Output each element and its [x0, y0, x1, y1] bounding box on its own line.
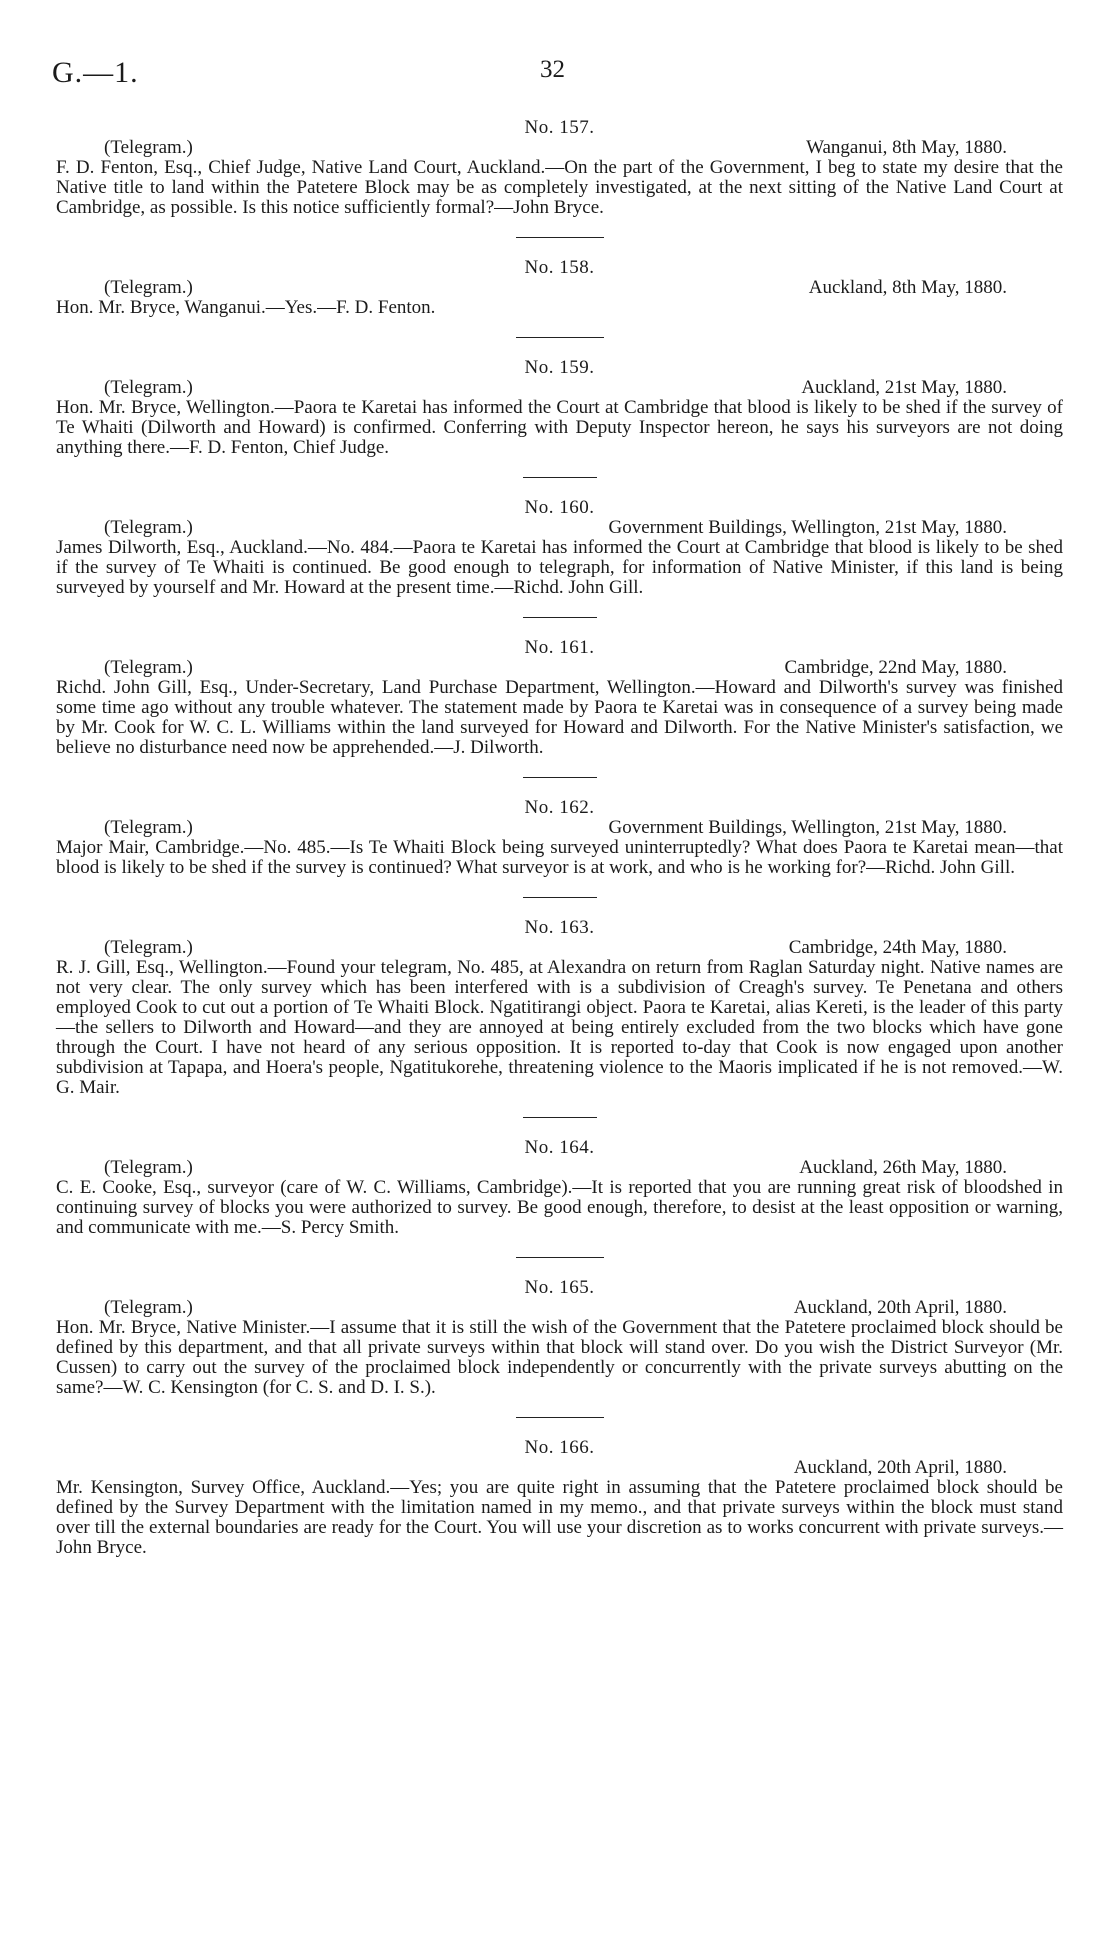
separator-rule [523, 777, 597, 778]
entry-text: C. E. Cooke, Esq., surveyor (care of W. C. Williams, Cambridge).—It is reported that you are running great risk of bloodshed in continuing survey of blocks you were authorized to survey. Be good enough, therefore, to desist at the least opposition or warning, and communicate with me.—S. Percy Smith. [56, 1177, 1063, 1238]
entry-165 [56, 1278, 1063, 1398]
entry-text: Richd. John Gill, Esq., Under-Secretary, Land Purchase Department, Wellington.—Howard and Dilworth's survey was finished some time ago without any trouble whatever. The statement made by Paora te Karetai was in consequence of a survey being made by Mr. Cook for W. C. L. Williams within the land surveyed for Howard and Dilworth. For the Native Minister's satisfaction, we believe no disturbance need now be apprehended.—J. Dilworth. [56, 677, 1063, 758]
entry-157 [56, 118, 1063, 218]
entry-origin-date: Auckland, 20th April, 1880. [793, 1457, 1007, 1478]
entry-text: Hon. Mr. Bryce, Wellington.—Paora te Karetai has informed the Court at Cambridge that blood is likely to be shed if the survey of Te Whaiti (Dilworth and Howard) is confirmed. Conferring with Deputy Inspector hereon, he says his surveyors are not doing anything there.—F. D. Fenton, Chief Judge. [56, 397, 1063, 458]
entry-number: No. 158. [524, 257, 595, 278]
entry-meta [56, 138, 1063, 158]
separator-rule [516, 237, 604, 238]
separator-rule [523, 1117, 597, 1118]
entry-number: No. 157. [524, 117, 595, 138]
separator-rule [523, 477, 597, 478]
entry-meta [56, 518, 1063, 538]
separator-rule [523, 617, 597, 618]
entry-meta [56, 938, 1063, 958]
entry-text: Hon. Mr. Bryce, Native Minister.—I assume that it is still the wish of the Government that the Patetere proclaimed block should be defined by this department, and that all private surveys within that block will stand over. Do you wish the District Surveyor (Mr. Cussen) to carry out the survey of the proclaimed block independently or concurrently with the private surveys abutting on the same?—W. C. Kensington (for C. S. and D. I. S.). [56, 1317, 1063, 1398]
entry-origin-date: Government Buildings, Wellington, 21st May, 1880. [608, 817, 1007, 838]
entry-origin-date: Auckland, 26th May, 1880. [799, 1157, 1007, 1178]
telegram-list [56, 118, 1063, 1558]
entry-origin-date: Auckland, 20th April, 1880. [793, 1297, 1007, 1318]
entry-161 [56, 638, 1063, 758]
entry-number: No. 165. [524, 1277, 595, 1298]
page-number: 32 [540, 56, 565, 83]
entry-text: Mr. Kensington, Survey Office, Auckland.—Yes; you are quite right in assuming that the Patetere proclaimed block should be defined by the Survey Department with the limitation named in my memo., and that private surveys within the block must stand over till the external boundaries are ready for the Court. You will use your discretion as to works concurrent with private surveys.—John Bryce. [56, 1477, 1063, 1558]
entry-origin-date: Wanganui, 8th May, 1880. [806, 137, 1007, 158]
page-header [0, 56, 1114, 96]
entry-meta [56, 1158, 1063, 1178]
entry-meta [56, 1458, 1063, 1478]
entry-kind: (Telegram.) [104, 937, 193, 958]
separator-rule [523, 897, 597, 898]
entry-166 [56, 1438, 1063, 1558]
entry-text: R. J. Gill, Esq., Wellington.—Found your telegram, No. 485, at Alexandra on return from Raglan Saturday night. Native names are not very clear. The only survey which has been interfered with is a subdivision of Creagh's survey. Te Penetana and others employed Cook to cut out a portion of Te Whaiti Block. Ngatitirangi object. Paora te Karetai, alias Kereti, is the leader of this party—the sellers to Dilworth and Howard—and they are annoyed at being entirely excluded from the two blocks which have gone through the Court. I have not heard of any serious opposition. It is reported to-day that Cook is now engaged upon another subdivision at Tapapa, and Hoera's people, Ngatitukorehe, threatening violence to the Maoris implicated if he is not removed.—W. G. Mair. [56, 957, 1063, 1098]
entry-number: No. 159. [524, 357, 595, 378]
entry-number: No. 162. [524, 797, 595, 818]
entry-162 [56, 798, 1063, 878]
entry-origin-date: Auckland, 8th May, 1880. [808, 277, 1007, 298]
entry-origin-date: Auckland, 21st May, 1880. [801, 377, 1007, 398]
entry-kind: (Telegram.) [104, 377, 193, 398]
entry-kind: (Telegram.) [104, 277, 193, 298]
entry-kind: (Telegram.) [104, 657, 193, 678]
entry-text: F. D. Fenton, Esq., Chief Judge, Native Land Court, Auckland.—On the part of the Government, I beg to state my desire that the Native title to land within the Patetere Block may be as completely investigated, at the next sitting of the Native Land Court at Cambridge, as possible. Is this notice sufficiently formal?—John Bryce. [56, 157, 1063, 218]
entry-kind: (Telegram.) [104, 517, 193, 538]
entry-origin-date: Government Buildings, Wellington, 21st May, 1880. [608, 517, 1007, 538]
entry-meta [56, 1298, 1063, 1318]
entry-number: No. 163. [524, 917, 595, 938]
entry-kind: (Telegram.) [104, 817, 193, 838]
entry-text: Hon. Mr. Bryce, Wanganui.—Yes.—F. D. Fenton. [56, 297, 436, 318]
entry-159 [56, 358, 1063, 458]
entry-number: No. 161. [524, 637, 595, 658]
entry-meta [56, 278, 1063, 298]
separator-rule [516, 1257, 604, 1258]
entry-160 [56, 498, 1063, 598]
entry-158 [56, 258, 1063, 318]
entry-kind: (Telegram.) [104, 1297, 193, 1318]
paper-reference: G.—1. [52, 56, 139, 89]
separator-rule [516, 1417, 604, 1418]
entry-meta [56, 818, 1063, 838]
entry-kind: (Telegram.) [104, 1157, 193, 1178]
entry-164 [56, 1138, 1063, 1238]
separator-rule [516, 337, 604, 338]
entry-meta [56, 658, 1063, 678]
entry-number: No. 160. [524, 497, 595, 518]
entry-kind: (Telegram.) [104, 137, 193, 158]
entry-origin-date: Cambridge, 24th May, 1880. [788, 937, 1007, 958]
entry-meta [56, 378, 1063, 398]
entry-text: James Dilworth, Esq., Auckland.—No. 484.—Paora te Karetai has informed the Court at Cambridge that blood is likely to be shed if the survey of Te Whaiti is continued. Be good enough to telegraph, for information of Native Minister, if this land is being surveyed by yourself and Mr. Howard at the present time.—Richd. John Gill. [56, 537, 1063, 598]
entry-number: No. 164. [524, 1137, 595, 1158]
entry-text: Major Mair, Cambridge.—No. 485.—Is Te Whaiti Block being surveyed uninterruptedly? What does Paora te Karetai mean—that blood is likely to be shed if the survey is continued? What surveyor is at work, and who is he working for?—Richd. John Gill. [56, 837, 1063, 878]
entry-number: No. 166. [524, 1437, 595, 1458]
entry-163 [56, 918, 1063, 1098]
entry-origin-date: Cambridge, 22nd May, 1880. [784, 657, 1007, 678]
